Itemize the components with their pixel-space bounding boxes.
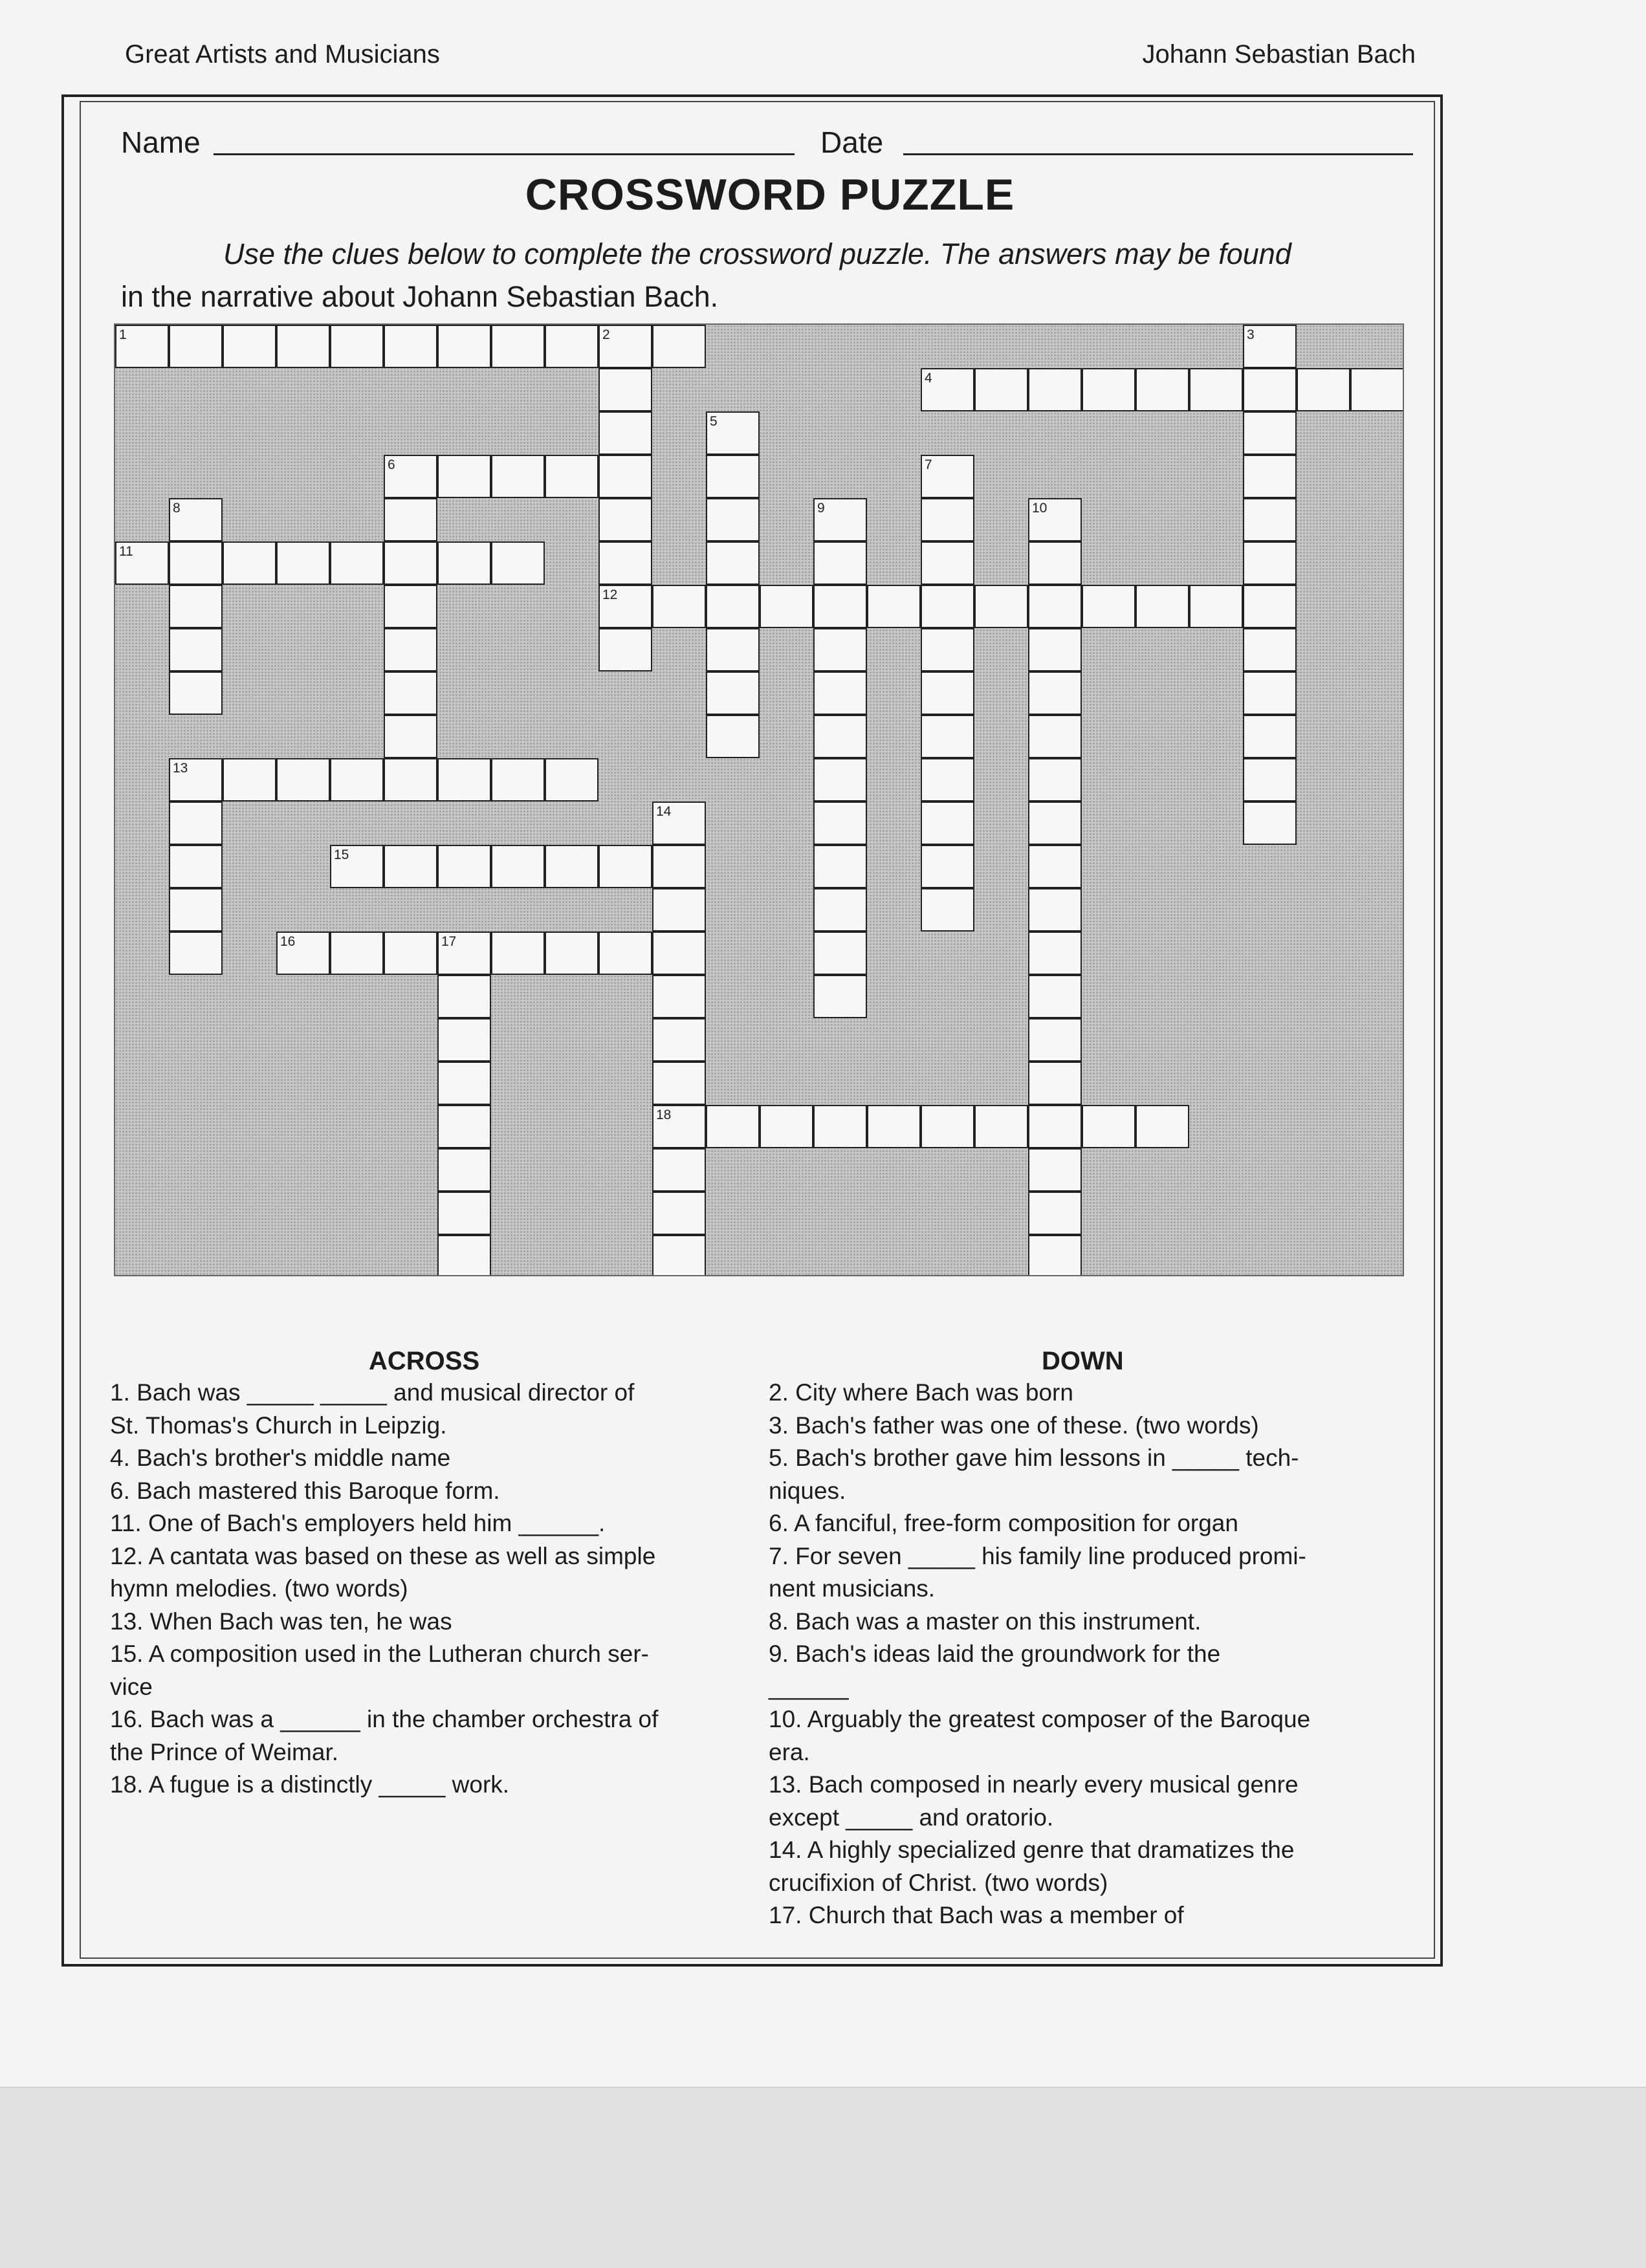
- crossword-cell[interactable]: [1243, 325, 1297, 368]
- crossword-cell[interactable]: [545, 325, 598, 368]
- crossword-cell[interactable]: [169, 932, 223, 975]
- across-clue-line: St. Thomas's Church in Leipzig.: [110, 1412, 447, 1439]
- crossword-cell[interactable]: [1243, 541, 1297, 585]
- crossword-cell[interactable]: [437, 758, 491, 801]
- crossword-cell[interactable]: [545, 932, 598, 975]
- down-clue-line: 5. Bach's brother gave him lessons in _____ tech-: [769, 1445, 1299, 1471]
- crossword-cell[interactable]: [169, 325, 223, 368]
- crossword-cell[interactable]: [598, 628, 652, 671]
- crossword-cell[interactable]: [437, 975, 491, 1018]
- crossword-cell[interactable]: [598, 455, 652, 498]
- crossword-cell[interactable]: [115, 325, 169, 368]
- crossword-cell[interactable]: [1082, 1105, 1136, 1148]
- down-clue-line: 13. Bach composed in nearly every musical genre: [769, 1771, 1299, 1798]
- crossword-cell[interactable]: [491, 325, 545, 368]
- crossword-cell[interactable]: [169, 541, 223, 585]
- crossword-cell[interactable]: [760, 1105, 813, 1148]
- crossword-cell[interactable]: [1028, 1192, 1082, 1235]
- across-clue-line: 1. Bach was _____ _____ and musical director of: [110, 1379, 635, 1406]
- crossword-cell[interactable]: [223, 758, 276, 801]
- across-clue-line: 15. A composition used in the Lutheran church ser-: [110, 1641, 650, 1667]
- crossword-cell[interactable]: [437, 845, 491, 888]
- crossword-cell[interactable]: [813, 671, 867, 715]
- across-clue-line: 16. Bach was a ______ in the chamber orchestra of: [110, 1706, 659, 1732]
- crossword-cell[interactable]: [384, 541, 437, 585]
- clue-number: 11: [119, 544, 133, 559]
- crossword-cell[interactable]: [1028, 671, 1082, 715]
- across-clue-line: 4. Bach's brother's middle name: [110, 1445, 451, 1471]
- name-field[interactable]: [214, 153, 795, 155]
- crossword-cell[interactable]: [1243, 758, 1297, 801]
- crossword-grid: [114, 323, 1404, 1276]
- crossword-cell[interactable]: [223, 325, 276, 368]
- down-clue-line: 14. A highly specialized genre that dramatizes the: [769, 1837, 1295, 1863]
- crossword-cell[interactable]: [706, 1105, 760, 1148]
- crossword-cell[interactable]: [813, 1105, 867, 1148]
- crossword-cell[interactable]: [706, 715, 760, 758]
- clue-number: 17: [441, 934, 457, 949]
- crossword-cell[interactable]: [384, 932, 437, 975]
- crossword-cell[interactable]: [437, 1105, 491, 1148]
- crossword-cell[interactable]: [223, 541, 276, 585]
- crossword-cell[interactable]: [813, 975, 867, 1018]
- crossword-cell[interactable]: [169, 628, 223, 671]
- crossword-cell[interactable]: [1028, 758, 1082, 801]
- crossword-cell[interactable]: [545, 758, 598, 801]
- instructions: [121, 233, 1409, 318]
- down-clue-line: 9. Bach's ideas laid the groundwork for the: [769, 1641, 1221, 1667]
- crossword-cell[interactable]: [598, 498, 652, 541]
- crossword-cell[interactable]: [384, 455, 437, 498]
- crossword-cell[interactable]: [1243, 715, 1297, 758]
- clue-number: 4: [925, 371, 932, 386]
- clue-number: 6: [388, 457, 395, 472]
- crossword-cell[interactable]: [545, 455, 598, 498]
- crossword-cell[interactable]: [652, 888, 706, 932]
- down-clue-line: ______: [769, 1673, 849, 1700]
- crossword-cell[interactable]: [276, 541, 330, 585]
- crossword-cell[interactable]: [652, 845, 706, 888]
- crossword-cell[interactable]: [1028, 715, 1082, 758]
- clue-number: 12: [602, 587, 618, 602]
- crossword-cell[interactable]: [598, 932, 652, 975]
- crossword-cell[interactable]: [813, 888, 867, 932]
- crossword-cell[interactable]: [867, 1105, 921, 1148]
- crossword-cell[interactable]: [1136, 585, 1189, 628]
- across-clue-line: 12. A cantata was based on these as well as simple: [110, 1542, 656, 1569]
- crossword-cell[interactable]: [652, 325, 706, 368]
- crossword-cell[interactable]: [437, 325, 491, 368]
- crossword-cell[interactable]: [1243, 411, 1297, 455]
- crossword-cell[interactable]: [813, 498, 867, 541]
- crossword-cell[interactable]: [384, 671, 437, 715]
- page-title: CROSSWORD PUZZLE: [525, 170, 1015, 219]
- across-clue-line: 18. A fugue is a distinctly _____ work.: [110, 1771, 510, 1798]
- crossword-cell[interactable]: [921, 585, 974, 628]
- crossword-cell[interactable]: [437, 1018, 491, 1062]
- instructions-line-2: in the narrative about Johann Sebastian Bach.: [121, 280, 719, 313]
- crossword-cell[interactable]: [1028, 1062, 1082, 1105]
- date-field[interactable]: [903, 153, 1413, 155]
- crossword-cell[interactable]: [652, 1148, 706, 1192]
- crossword-cell[interactable]: [1243, 368, 1297, 411]
- crossword-cell[interactable]: [652, 1018, 706, 1062]
- running-header-right: Johann Sebastian Bach: [1142, 40, 1416, 69]
- crossword-cell[interactable]: [545, 845, 598, 888]
- crossword-cell[interactable]: [921, 541, 974, 585]
- across-clue-line: 11. One of Bach's employers held him ______.: [110, 1510, 606, 1536]
- crossword-cell[interactable]: [1028, 975, 1082, 1018]
- crossword-cell[interactable]: [1243, 455, 1297, 498]
- crossword-cell[interactable]: [115, 541, 169, 585]
- crossword-cell[interactable]: [813, 845, 867, 888]
- crossword-cell[interactable]: [1136, 1105, 1189, 1148]
- down-clues: [769, 1377, 1310, 1932]
- crossword-cell[interactable]: [1243, 628, 1297, 671]
- across-clues: [110, 1377, 658, 1802]
- crossword-cell[interactable]: [384, 758, 437, 801]
- crossword-cell[interactable]: [706, 671, 760, 715]
- crossword-cell[interactable]: [1350, 368, 1404, 411]
- crossword-cell[interactable]: [652, 1062, 706, 1105]
- crossword-cell[interactable]: [652, 1235, 706, 1276]
- crossword-cell[interactable]: [437, 1148, 491, 1192]
- across-clue-line: 13. When Bach was ten, he was: [110, 1608, 452, 1635]
- crossword-cell[interactable]: [706, 541, 760, 585]
- clue-number: 13: [173, 761, 188, 776]
- down-clue-line: era.: [769, 1738, 810, 1765]
- crossword-cell[interactable]: [1028, 932, 1082, 975]
- crossword-cell[interactable]: [169, 671, 223, 715]
- crossword-cell[interactable]: [169, 758, 223, 801]
- crossword-cell[interactable]: [1082, 368, 1136, 411]
- crossword-cell[interactable]: [491, 455, 545, 498]
- crossword-cell[interactable]: [1028, 368, 1082, 411]
- down-clue-line: 3. Bach's father was one of these. (two words): [769, 1412, 1259, 1439]
- crossword-cell[interactable]: [706, 455, 760, 498]
- crossword-cell[interactable]: [813, 758, 867, 801]
- crossword-cell[interactable]: [330, 541, 384, 585]
- crossword-cell[interactable]: [491, 758, 545, 801]
- crossword-cell[interactable]: [491, 932, 545, 975]
- crossword-cell[interactable]: [1028, 498, 1082, 541]
- crossword-cell[interactable]: [652, 1105, 706, 1148]
- clue-number: 15: [334, 847, 349, 862]
- across-clue-line: the Prince of Weimar.: [110, 1738, 339, 1765]
- crossword-cell[interactable]: [598, 368, 652, 411]
- crossword-cell[interactable]: [813, 585, 867, 628]
- crossword-cell[interactable]: [921, 845, 974, 888]
- crossword-cell[interactable]: [598, 585, 652, 628]
- crossword-cell[interactable]: [813, 932, 867, 975]
- crossword-cell[interactable]: [384, 498, 437, 541]
- crossword-cell[interactable]: [1243, 671, 1297, 715]
- across-clue-line: hymn melodies. (two words): [110, 1575, 408, 1602]
- crossword-cell[interactable]: [276, 932, 330, 975]
- crossword-cell[interactable]: [974, 1105, 1028, 1148]
- running-header-left: Great Artists and Musicians: [125, 40, 440, 69]
- across-heading: ACROSS: [369, 1347, 480, 1375]
- crossword-cell[interactable]: [867, 585, 921, 628]
- crossword-cell[interactable]: [169, 801, 223, 845]
- clue-number: 1: [119, 327, 127, 342]
- crossword-cell[interactable]: [1136, 368, 1189, 411]
- clue-number: 14: [656, 804, 672, 819]
- down-clue-line: 2. City where Bach was born: [769, 1379, 1073, 1406]
- crossword-cell[interactable]: [921, 1105, 974, 1148]
- crossword-cell[interactable]: [1082, 585, 1136, 628]
- across-clue-line: vice: [110, 1673, 153, 1700]
- crossword-cell[interactable]: [330, 758, 384, 801]
- down-heading: DOWN: [1042, 1347, 1124, 1375]
- crossword-cell[interactable]: [384, 628, 437, 671]
- across-clue-line: 6. Bach mastered this Baroque form.: [110, 1477, 500, 1504]
- name-label: Name: [121, 125, 201, 159]
- crossword-cell[interactable]: [330, 845, 384, 888]
- crossword-cell[interactable]: [169, 888, 223, 932]
- down-clue-line: 17. Church that Bach was a member of: [769, 1902, 1184, 1928]
- down-clue-line: 7. For seven _____ his family line produced promi-: [769, 1542, 1306, 1569]
- date-label: Date: [820, 125, 884, 159]
- crossword-cell[interactable]: [437, 1235, 491, 1276]
- crossword-cell[interactable]: [921, 368, 974, 411]
- crossword-cell[interactable]: [437, 1192, 491, 1235]
- crossword-cell[interactable]: [1028, 845, 1082, 888]
- clue-number: 18: [656, 1107, 672, 1122]
- clue-number: 10: [1032, 501, 1048, 516]
- crossword-cell[interactable]: [437, 1062, 491, 1105]
- crossword-cell[interactable]: [169, 498, 223, 541]
- crossword-cell[interactable]: [169, 845, 223, 888]
- crossword-cell[interactable]: [760, 585, 813, 628]
- crossword-cell[interactable]: [1189, 585, 1243, 628]
- clue-number: 16: [280, 934, 296, 949]
- crossword-cell[interactable]: [921, 801, 974, 845]
- crossword-cell[interactable]: [384, 715, 437, 758]
- crossword-cell[interactable]: [491, 541, 545, 585]
- crossword-cell[interactable]: [921, 715, 974, 758]
- crossword-cell[interactable]: [1243, 801, 1297, 845]
- crossword-cell[interactable]: [652, 932, 706, 975]
- crossword-cell[interactable]: [921, 628, 974, 671]
- crossword-cell[interactable]: [491, 845, 545, 888]
- crossword-cell[interactable]: [1189, 368, 1243, 411]
- crossword-cell[interactable]: [1028, 888, 1082, 932]
- crossword-cell[interactable]: [1028, 1018, 1082, 1062]
- scan-bottom-margin: [0, 2087, 1646, 2268]
- crossword-cell[interactable]: [437, 541, 491, 585]
- crossword-cell[interactable]: [1243, 585, 1297, 628]
- crossword-cell[interactable]: [652, 1192, 706, 1235]
- down-clue-line: 6. A fanciful, free-form composition for organ: [769, 1510, 1238, 1536]
- crossword-cell[interactable]: [652, 585, 706, 628]
- crossword-cell[interactable]: [276, 325, 330, 368]
- crossword-cell[interactable]: [384, 325, 437, 368]
- crossword-cell[interactable]: [169, 585, 223, 628]
- clue-number: 7: [925, 457, 932, 472]
- crossword-cell[interactable]: [974, 585, 1028, 628]
- crossword-cell[interactable]: [330, 325, 384, 368]
- crossword-cell[interactable]: [813, 715, 867, 758]
- crossword-cell[interactable]: [1028, 1148, 1082, 1192]
- clue-number: 9: [817, 501, 825, 516]
- crossword-cell[interactable]: [921, 758, 974, 801]
- crossword-cell[interactable]: [1297, 368, 1350, 411]
- crossword-cell[interactable]: [437, 455, 491, 498]
- crossword-cell[interactable]: [1028, 541, 1082, 585]
- instructions-line-1: Use the clues below to complete the crossword puzzle. The answers may be found: [223, 237, 1291, 270]
- down-clue-line: crucifixion of Christ. (two words): [769, 1869, 1108, 1896]
- down-clue-line: 10. Arguably the greatest composer of the Baroque: [769, 1706, 1311, 1732]
- clue-number: 8: [173, 501, 181, 516]
- crossword-cell[interactable]: [652, 975, 706, 1018]
- crossword-cell[interactable]: [813, 628, 867, 671]
- crossword-cell[interactable]: [652, 801, 706, 845]
- down-clue-line: except _____ and oratorio.: [769, 1804, 1054, 1831]
- crossword-cell[interactable]: [1243, 498, 1297, 541]
- crossword-cell[interactable]: [921, 455, 974, 498]
- crossword-cell[interactable]: [974, 368, 1028, 411]
- crossword-cell[interactable]: [1028, 628, 1082, 671]
- crossword-cell[interactable]: [706, 585, 760, 628]
- crossword-cell[interactable]: [706, 411, 760, 455]
- crossword-cell[interactable]: [921, 498, 974, 541]
- crossword-cell[interactable]: [598, 541, 652, 585]
- crossword-cell[interactable]: [813, 801, 867, 845]
- crossword-cell[interactable]: [1028, 1235, 1082, 1276]
- down-clue-line: niques.: [769, 1477, 846, 1504]
- crossword-cell[interactable]: [706, 498, 760, 541]
- crossword-cell[interactable]: [276, 758, 330, 801]
- crossword-cell[interactable]: [384, 845, 437, 888]
- crossword-cell[interactable]: [1028, 801, 1082, 845]
- clue-number: 5: [710, 414, 718, 429]
- crossword-cell[interactable]: [1028, 585, 1082, 628]
- crossword-cell[interactable]: [384, 585, 437, 628]
- crossword-cell[interactable]: [437, 932, 491, 975]
- crossword-cell[interactable]: [598, 325, 652, 368]
- down-clue-line: 8. Bach was a master on this instrument.: [769, 1608, 1202, 1635]
- crossword-cell[interactable]: [921, 671, 974, 715]
- crossword-cell[interactable]: [1028, 1105, 1082, 1148]
- crossword-cell[interactable]: [706, 628, 760, 671]
- clue-number: 2: [602, 327, 610, 342]
- crossword-cell[interactable]: [330, 932, 384, 975]
- crossword-cell[interactable]: [921, 888, 974, 932]
- crossword-cell[interactable]: [598, 411, 652, 455]
- crossword-cell[interactable]: [813, 541, 867, 585]
- down-clue-line: nent musicians.: [769, 1575, 936, 1602]
- clue-number: 3: [1247, 327, 1255, 342]
- crossword-cell[interactable]: [598, 845, 652, 888]
